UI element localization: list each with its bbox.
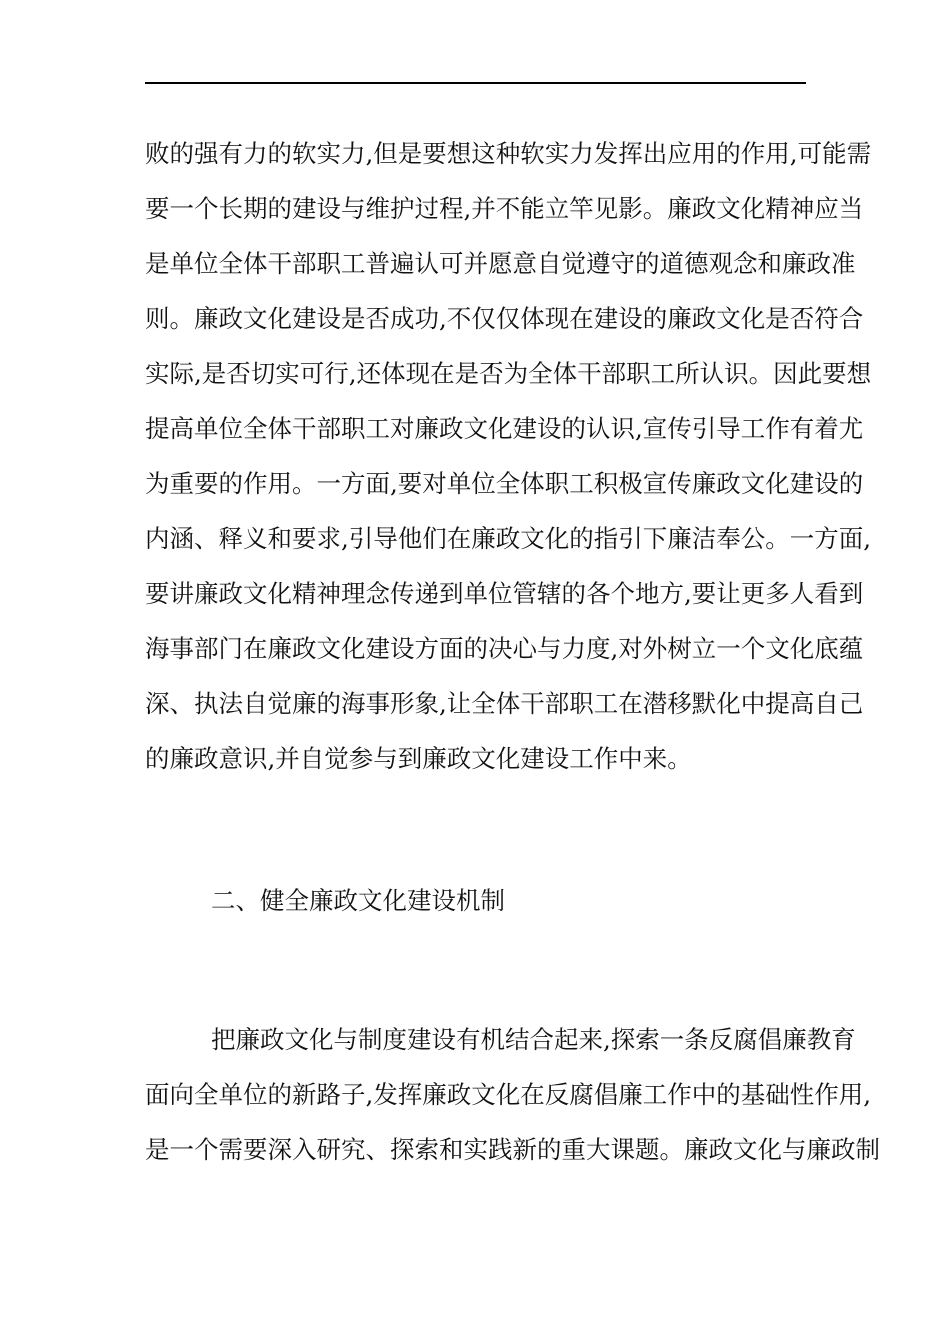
text-line: 内涵、释义和要求,引导他们在廉政文化的指引下廉洁奉公。一方面, [145,524,872,553]
text-line: 深、执法自觉廉的海事形象,让全体干部职工在潜移默化中提高自己 [145,689,864,718]
header-rule [145,82,806,84]
text-line: 把廉政文化与制度建设有机结合起来,探索一条反腐倡廉教育 [211,1025,856,1054]
text-line: 则。廉政文化建设是否成功,不仅仅体现在建设的廉政文化是否符合 [145,304,864,333]
section-heading: 二、健全廉政文化建设机制 [211,886,505,915]
text-line: 是单位全体干部职工普遍认可并愿意自觉遵守的道德观念和廉政准 [145,249,856,278]
text-line: 为重要的作用。一方面,要对单位全体职工积极宣传廉政文化建设的 [145,469,864,498]
text-line: 提高单位全体干部职工对廉政文化建设的认识,宣传引导工作有着尤 [145,414,864,443]
text-line: 面向全单位的新路子,发挥廉政文化在反腐倡廉工作中的基础性作用, [145,1080,872,1109]
text-line: 海事部门在廉政文化建设方面的决心与力度,对外树立一个文化底蕴 [145,634,864,663]
text-line: 的廉政意识,并自觉参与到廉政文化建设工作中来。 [145,744,692,773]
text-line: 要讲廉政文化精神理念传递到单位管辖的各个地方,要让更多人看到 [145,579,864,608]
text-line: 败的强有力的软实力,但是要想这种软实力发挥出应用的作用,可能需 [145,139,872,168]
text-line: 是一个需要深入研究、探索和实践新的重大课题。廉政文化与廉政制 [145,1135,880,1164]
text-line: 要一个长期的建设与维护过程,并不能立竿见影。廉政文化精神应当 [145,194,864,223]
text-line: 实际,是否切实可行,还体现在是否为全体干部职工所认识。因此要想 [145,359,872,388]
